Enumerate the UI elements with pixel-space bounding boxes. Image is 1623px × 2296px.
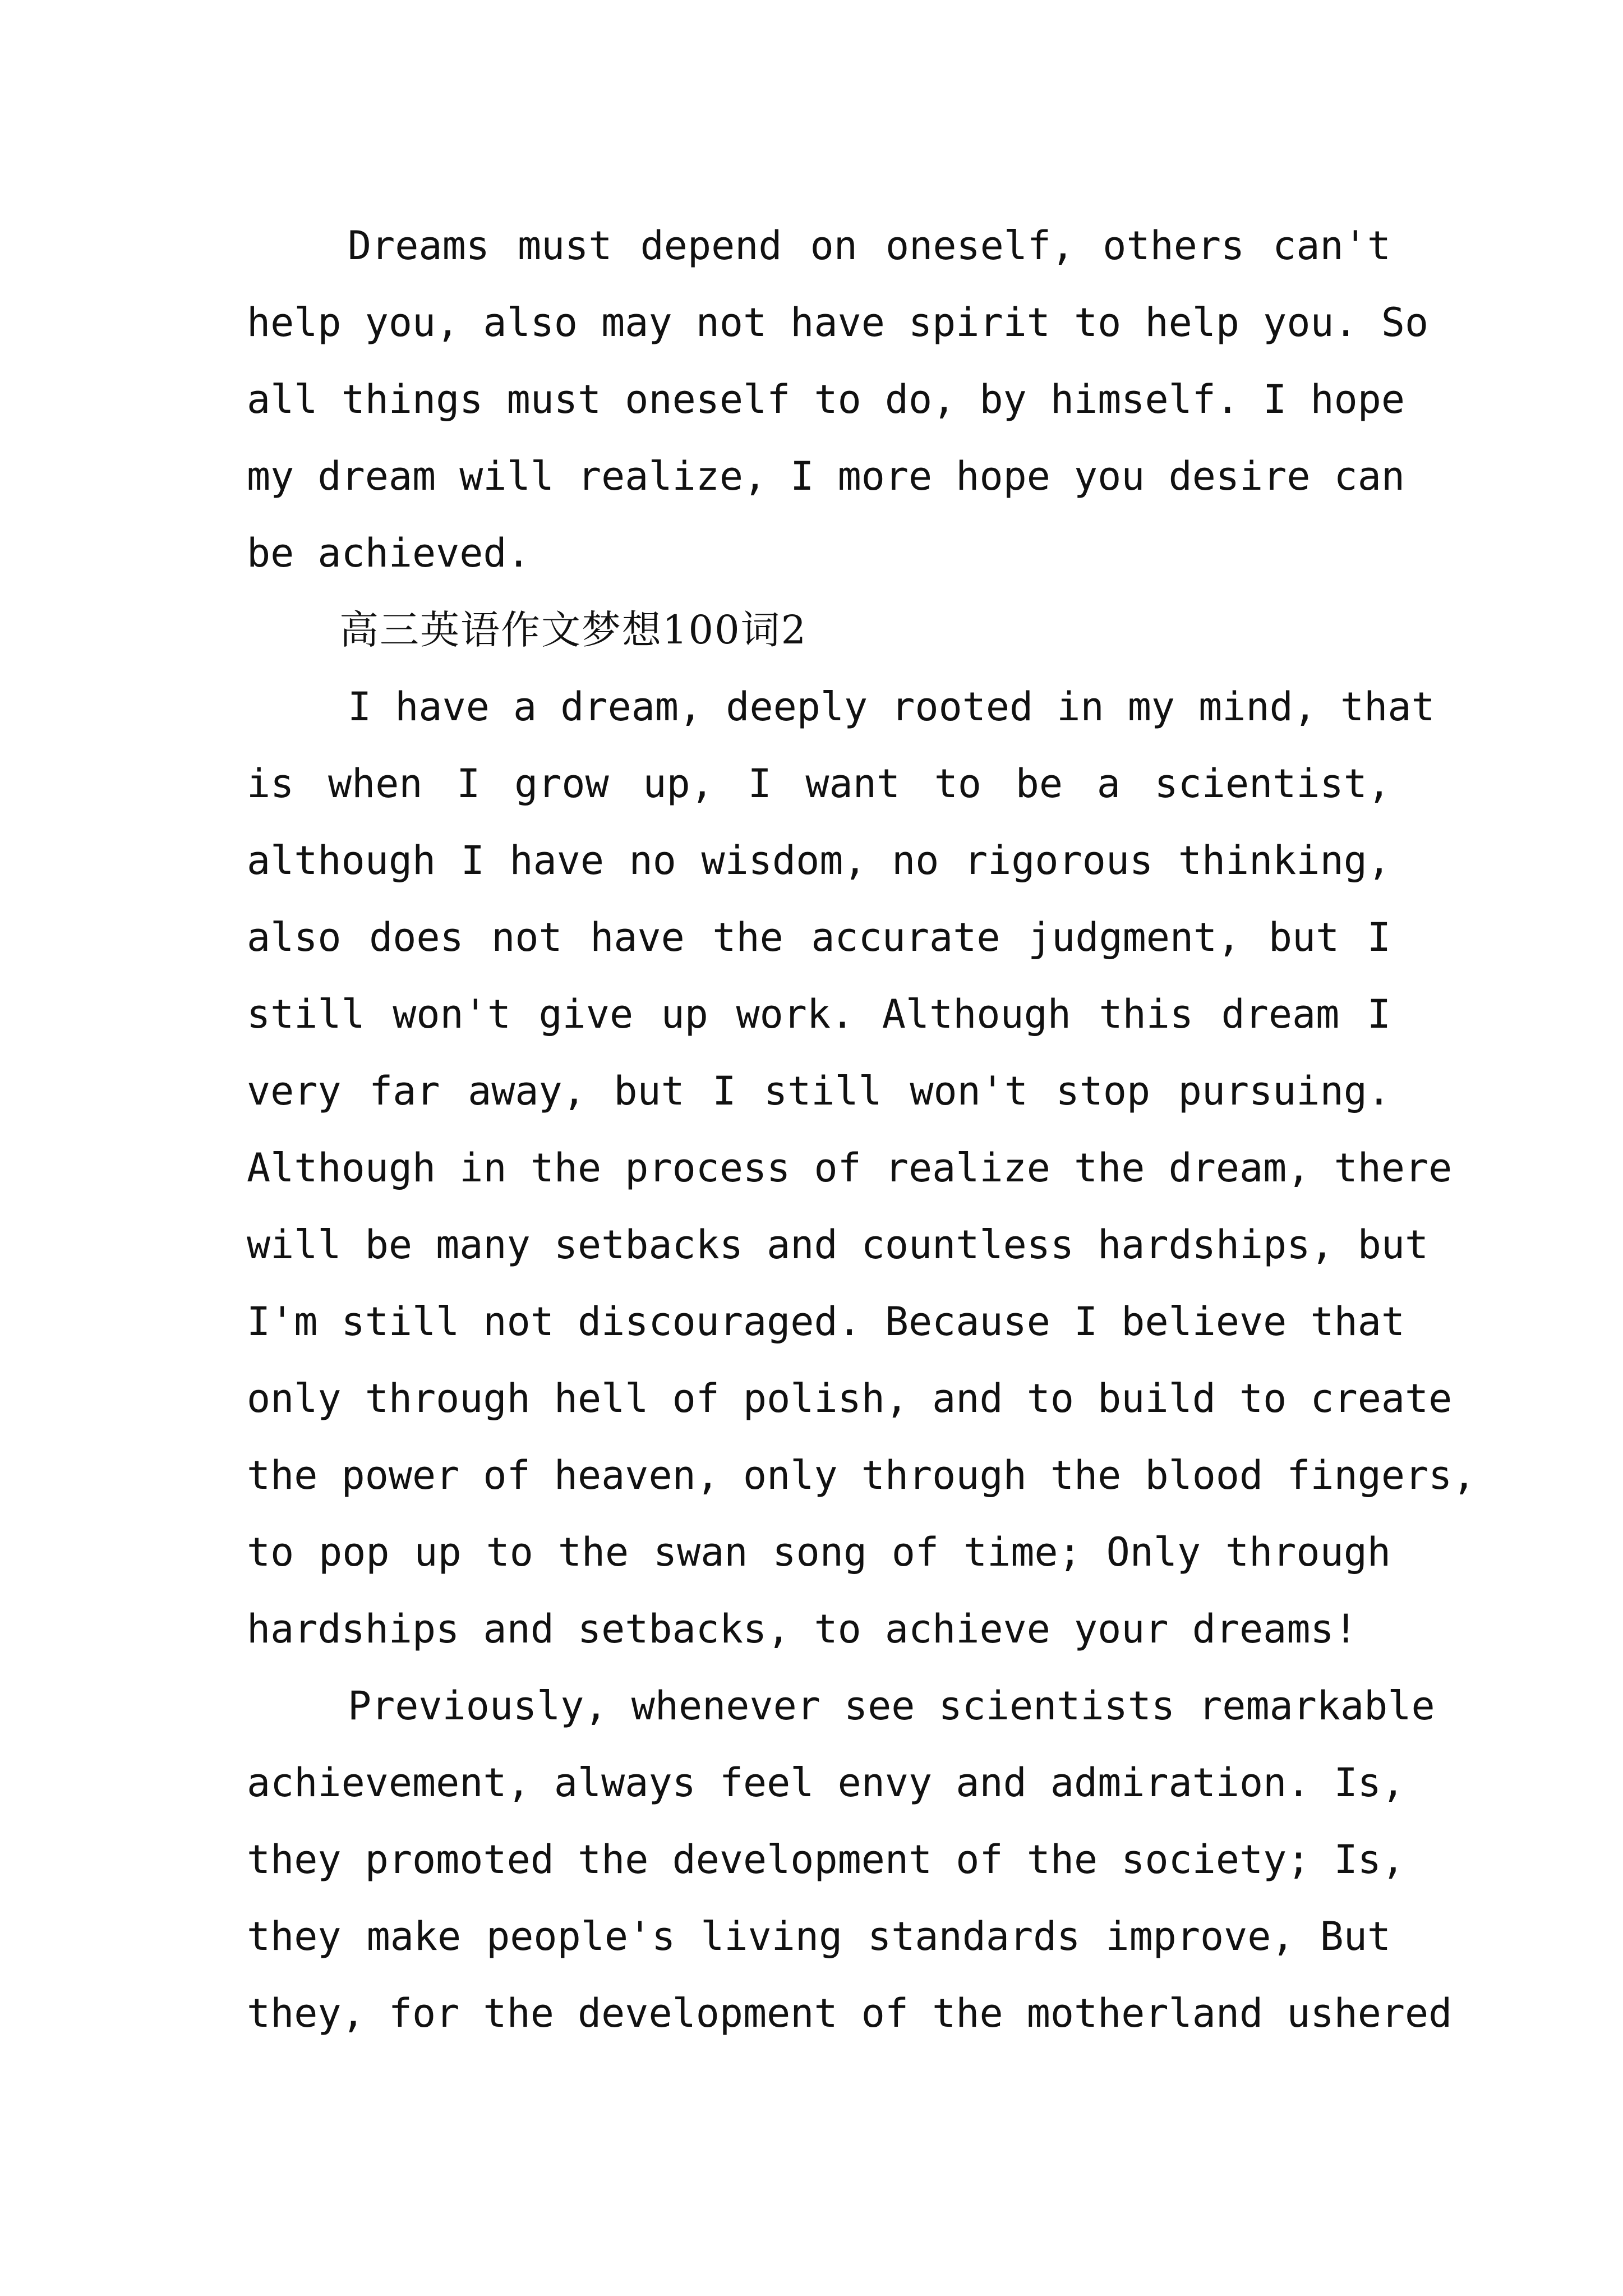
paragraph-line: I have a dream, deeply rooted in my mind, that (348, 684, 1435, 730)
paragraph-line: Dreams must depend on oneself, others can't (348, 223, 1391, 269)
paragraph-line: hardships and setbacks, to achieve your dreams! (247, 1606, 1358, 1652)
paragraph-line: they make people's living standards improve, But (247, 1913, 1391, 1959)
paragraph-3 (247, 1668, 1453, 2052)
paragraph-2 (247, 669, 1476, 1668)
document-body (247, 208, 1476, 2052)
paragraph-line: they, for the development of the motherland ushered (247, 1990, 1453, 2036)
paragraph-line: help you, also may not have spirit to help you. So (247, 300, 1429, 346)
paragraph-line: only through hell of polish, and to build to create (247, 1375, 1453, 1421)
paragraph-line: although I have no wisdom, no rigorous thinking, (247, 838, 1391, 884)
paragraph-line: I'm still not discouraged. Because I believe that (247, 1299, 1405, 1345)
paragraph-line: very far away, but I still won't stop pursuing. (247, 1068, 1391, 1114)
paragraph-line: Although in the process of realize the dream, there (247, 1145, 1453, 1191)
paragraph-line: to pop up to the swan song of time; Only through (247, 1529, 1391, 1575)
paragraph-line: my dream will realize, I more hope you desire can (247, 453, 1405, 499)
paragraph-line: is when I grow up, I want to be a scientist, (247, 761, 1391, 807)
paragraph-line: they promoted the development of the society; Is, (247, 1837, 1405, 1883)
paragraph-1 (247, 208, 1429, 592)
paragraph-line: be achieved. (247, 530, 531, 576)
section-heading: 高三英语作文梦想100词2 (339, 607, 808, 653)
paragraph-line: Previously, whenever see scientists remarkable (348, 1683, 1435, 1729)
paragraph-line: also does not have the accurate judgment, but I (247, 914, 1391, 960)
paragraph-line: will be many setbacks and countless hardships, but (247, 1222, 1429, 1268)
paragraph-line: the power of heaven, only through the blood fingers, (247, 1452, 1476, 1498)
paragraph-line: all things must oneself to do, by himself. I hope (247, 376, 1405, 422)
paragraph-line: still won't give up work. Although this dream I (247, 991, 1391, 1037)
paragraph-line: achievement, always feel envy and admiration. Is, (247, 1760, 1405, 1806)
